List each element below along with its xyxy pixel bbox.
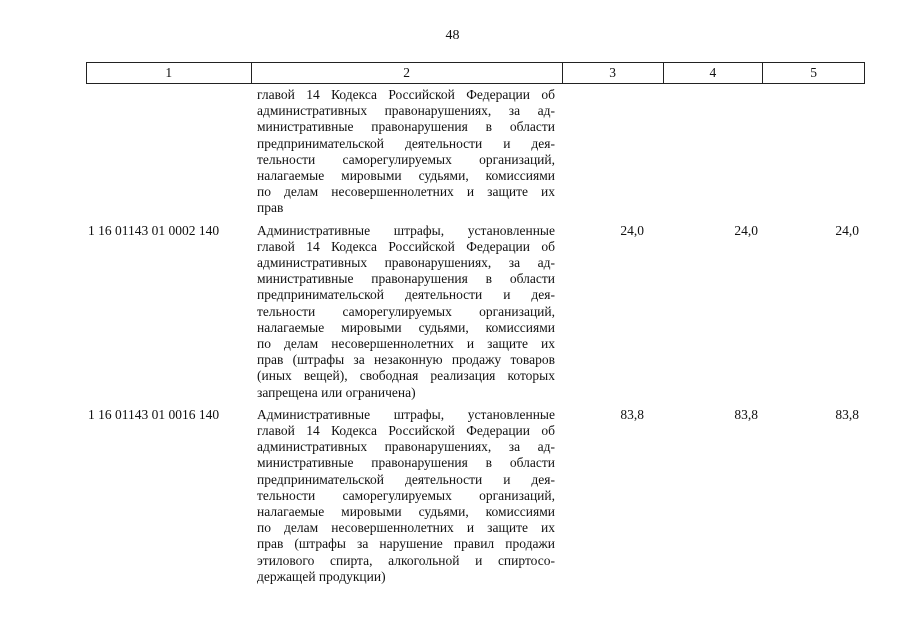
description-line: держащей продукции) xyxy=(257,568,386,584)
description-line: по делам несовершеннолетних и защите их xyxy=(257,336,555,352)
row-description xyxy=(251,407,563,585)
column-header-1: 1 xyxy=(87,63,252,83)
description-line: запрещена или ограничена) xyxy=(257,384,416,400)
column-header-3: 3 xyxy=(563,63,664,83)
row-value-v3: 24,0 xyxy=(620,222,644,238)
description-line: главой 14 Кодекса Российской Федерации об xyxy=(257,87,555,102)
row-code: 1 16 01143 01 0016 140 xyxy=(88,406,220,422)
description-line: административных правонарушениях, за ад- xyxy=(257,255,555,271)
table-row xyxy=(86,407,865,585)
row-description xyxy=(251,223,563,401)
row-value-v5: 24,0 xyxy=(835,222,859,238)
page-number: 48 xyxy=(445,28,460,43)
description-line: министративные правонарушения в области xyxy=(257,119,555,135)
description-line: тельности саморегулируемых организаций, xyxy=(257,487,555,503)
column-header-5: 5 xyxy=(810,65,817,80)
table-row xyxy=(86,223,865,401)
description-line: налагаемые мировыми судьями, комиссиями xyxy=(257,504,555,520)
description-line: (иных вещей), свободная реализация которых xyxy=(257,368,555,384)
row-description xyxy=(251,87,563,217)
description-line: административных правонарушениях, за ад- xyxy=(257,103,555,119)
row-code: 1 16 01143 01 0002 140 xyxy=(88,222,220,238)
column-header-2: 2 xyxy=(252,63,563,83)
description-line: тельности саморегулируемых организаций, xyxy=(257,303,555,319)
description-line: по делам несовершеннолетних и защите их xyxy=(257,184,555,200)
description-line: предпринимательской деятельности и дея- xyxy=(257,287,555,303)
description-line: тельности саморегулируемых организаций, xyxy=(257,151,555,167)
table-header-row xyxy=(86,62,865,84)
description-line: главой 14 Кодекса Российской Федерации об xyxy=(257,423,555,439)
description-line: предпринимательской деятельности и дея- xyxy=(257,471,555,487)
description-line: главой 14 Кодекса Российской Федерации об xyxy=(257,238,555,254)
description-line: министративные правонарушения в области xyxy=(257,271,555,287)
description-line: прав (штрафы за незаконную продажу товаров xyxy=(257,352,555,368)
description-line: административных правонарушениях, за ад- xyxy=(257,439,555,455)
row-value-v3: 83,8 xyxy=(620,406,644,422)
column-header-4: 4 xyxy=(664,63,764,83)
description-line: этилового спирта, алкогольной и спиртосо- xyxy=(257,552,555,568)
row-value-v4: 24,0 xyxy=(734,222,758,238)
description-line: налагаемые мировыми судьями, комиссиями xyxy=(257,319,555,335)
row-value-v4: 83,8 xyxy=(734,406,758,422)
description-line: по делам несовершеннолетних и защите их xyxy=(257,520,555,536)
description-line: министративные правонарушения в области xyxy=(257,455,555,471)
row-value-v5: 83,8 xyxy=(835,406,859,422)
description-line: прав (штрафы за нарушение правил продажи xyxy=(257,536,555,552)
table-body xyxy=(86,87,865,591)
description-line: налагаемые мировыми судьями, комиссиями xyxy=(257,168,555,184)
description-line: предпринимательской деятельности и дея- xyxy=(257,135,555,151)
description-line: Административные штрафы, установленные xyxy=(257,406,555,422)
description-line: прав xyxy=(257,200,284,216)
description-line: Административные штрафы, установленные xyxy=(257,222,555,238)
table-row xyxy=(86,87,865,217)
